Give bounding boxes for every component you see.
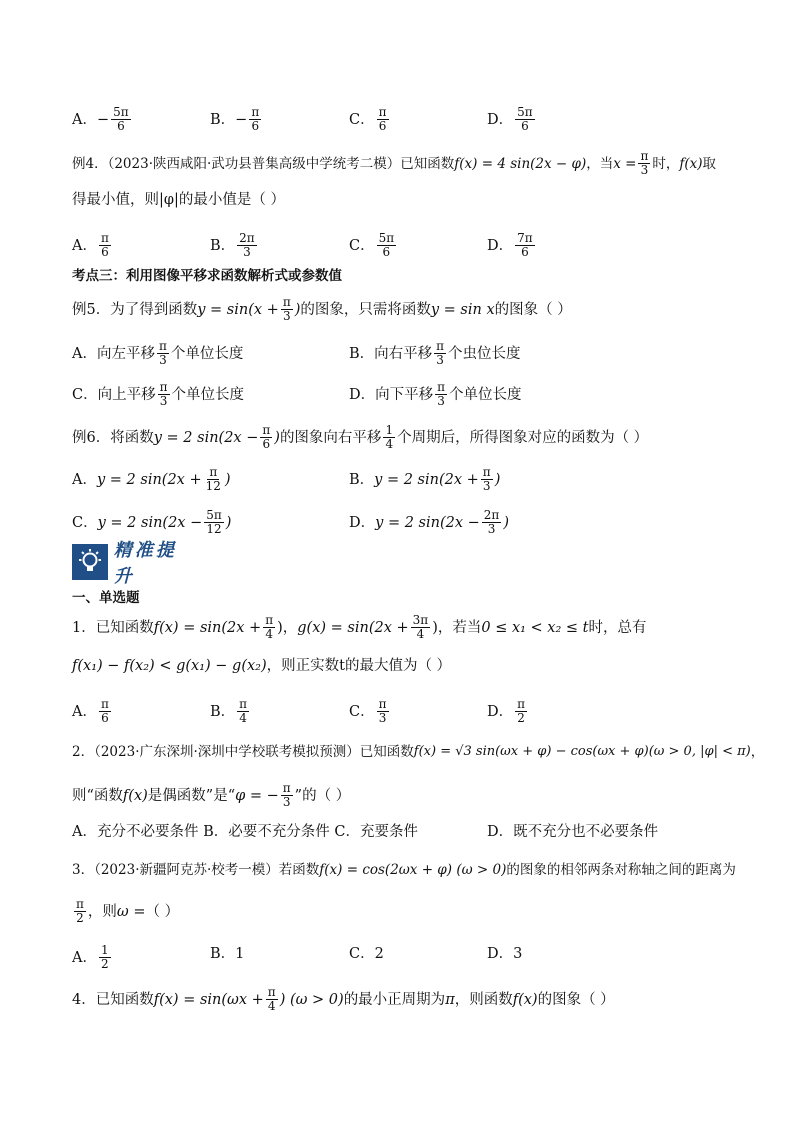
ex5-option-a: A．向左平移 $\frac{\pi}{3}$ 个单位长度 xyxy=(72,339,244,367)
example-4-text: 例4．（2023·陕西咸阳·武功县普集高级中学统考二模）已知函数 f(x) = 4 sin(2x − φ) ，当 x = $\frac{\pi}{3}$ 时， f(x) 取 xyxy=(72,149,716,177)
ex4-option-d: D． $\frac{7\pi}{6}$ xyxy=(487,231,533,259)
option-d: D． $\frac{5\pi}{6}$ xyxy=(487,105,533,133)
option-c: C． $\frac{\pi}{6}$ xyxy=(349,105,387,133)
precision-banner xyxy=(72,540,197,587)
q3-option-c: C．2 xyxy=(349,946,384,962)
banner-title: 精准提升 xyxy=(113,540,177,587)
question-3-text: 3．（2023·新疆阿克苏·校考一模）若函数 f(x) = cos(2ωx + φ) (ω > 0) 的图象的相邻两条对称轴之间的距离为 xyxy=(72,862,736,878)
example-6-text: 例6．将函数 y = 2 sin(2x − $\frac{\pi}{6}$ ) 的图象向右平移 $\frac{1}{4}$ 个周期后，所得图象对应的函数为（ ） xyxy=(72,423,649,451)
ex6-option-b: B． y = 2 sin(2x + $\frac{\pi}{3}$ ) xyxy=(349,465,501,493)
ex5-option-d: D．向下平移 $\frac{\pi}{3}$ 个单位长度 xyxy=(349,380,522,408)
question-3-line2: $\frac{\pi}{2}$ ，则 ω = （ ） xyxy=(76,897,180,925)
example-5-text: 例5．为了得到函数 y = sin(x + $\frac{\pi}{3}$ ) 的图象，只需将函数 y = sin x 的图象（ ） xyxy=(72,295,572,323)
question-2-text: 2．（2023·广东深圳·深圳中学校联考模拟预测）已知函数 f(x) = √3 sin(ωx + φ) − cos(ωx + φ)(ω > 0, |φ| < π) ， xyxy=(72,744,765,760)
ex4-option-a: A． $\frac{\pi}{6}$ xyxy=(72,231,109,259)
q2-option-d: D．既不充分也不必要条件 xyxy=(487,824,659,840)
q1-option-c: C． $\frac{\pi}{3}$ xyxy=(349,697,387,725)
question-1-line2: f(x₁) − f(x₂) < g(x₁) − g(x₂) ，则正实数t的最大值为（ ） xyxy=(72,658,452,674)
ex5-option-b: B．向右平移 $\frac{\pi}{3}$ 个虫位长度 xyxy=(349,339,521,367)
ex4-option-c: C． $\frac{5\pi}{6}$ xyxy=(349,231,395,259)
question-1-text: 1．已知函数 f(x) = sin(2x + $\frac{\pi}{4}$ )， g(x) = sin(2x + $\frac{3\pi}{4}$ )，若当 0 ≤ x₁ < x₂ ≤ t 时，总有 xyxy=(72,613,647,641)
section-heading: 考点三：利用图像平移求函数解析式或参数值 xyxy=(72,268,342,284)
question-4-text: 4．已知函数 f(x) = sin(ωx + $\frac{\pi}{4}$ ) (ω > 0) 的最小正周期为 π ，则函数 f(x) 的图象（ ） xyxy=(72,985,615,1013)
ex6-option-a: A． y = 2 sin(2x + $\frac{\pi}{12}$ ) xyxy=(72,465,231,493)
q3-option-b: B．1 xyxy=(210,946,245,962)
ex6-option-d: D． y = 2 sin(2x − $\frac{2\pi}{3}$ ) xyxy=(349,508,509,536)
ex6-option-c: C． y = 2 sin(2x − $\frac{5\pi}{12}$ ) xyxy=(72,508,232,536)
ex4-option-b: B． $\frac{2\pi}{3}$ xyxy=(210,231,255,259)
option-a: A． − $\frac{5\pi}{6}$ xyxy=(72,105,129,133)
single-choice-heading: 一、单选题 xyxy=(72,590,140,606)
question-2-line2: 则“函数 f(x) 是偶函数”是“ φ = − $\frac{\pi}{3}$ ”的（ ） xyxy=(72,781,351,809)
q3-option-a: A． $\frac{1}{2}$ xyxy=(72,943,109,971)
lightbulb-icon xyxy=(72,544,108,580)
q3-option-d: D．3 xyxy=(487,946,523,962)
q1-option-d: D． $\frac{\pi}{2}$ xyxy=(487,697,526,725)
q1-option-b: B． $\frac{\pi}{4}$ xyxy=(210,697,248,725)
example-4-line2: 得最小值，则|φ|的最小值是（ ） xyxy=(72,192,286,208)
ex5-option-c: C．向上平移 $\frac{\pi}{3}$ 个单位长度 xyxy=(72,380,244,408)
q2-options-abc: A．充分不必要条件 B．必要不充分条件 C．充要条件 xyxy=(72,824,418,840)
q1-option-a: A． $\frac{\pi}{6}$ xyxy=(72,697,109,725)
option-b: B． − $\frac{\pi}{6}$ xyxy=(210,105,260,133)
